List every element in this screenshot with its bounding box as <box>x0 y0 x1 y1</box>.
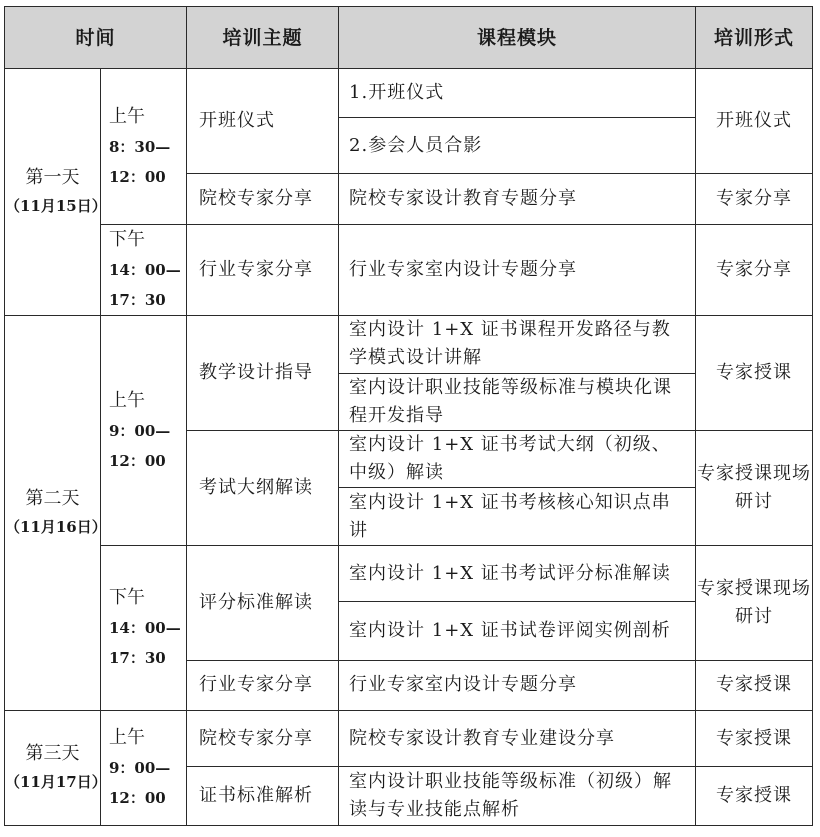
table-row <box>5 316 813 373</box>
topic-cell: 行业专家分享 <box>187 224 339 316</box>
table-row <box>5 711 813 767</box>
module-cell: 室内设计 1+X 证书考核核心知识点串讲 <box>339 488 696 545</box>
module-cell: 室内设计 1+X 证书考试大纲（初级、中级）解读 <box>339 431 696 488</box>
table-row <box>5 224 813 316</box>
module-cell: 室内设计 1+X 证书试卷评阅实例剖析 <box>339 602 696 660</box>
topic-cell: 评分标准解读 <box>187 545 339 660</box>
module-cell: 行业专家室内设计专题分享 <box>339 660 696 710</box>
day-date: （11月17日） <box>5 773 107 792</box>
header-row <box>5 7 813 69</box>
form-cell: 开班仪式 <box>696 69 813 174</box>
topic-cell: 教学设计指导 <box>187 316 339 431</box>
topic-cell: 院校专家分享 <box>187 711 339 767</box>
form-cell: 专家授课 <box>696 316 813 431</box>
table-row <box>5 545 813 601</box>
topic-cell: 考试大纲解读 <box>187 431 339 546</box>
session-period: 下午 <box>109 586 145 608</box>
session-cell <box>101 711 187 826</box>
session-hours: 8：30—12：00 <box>109 137 171 186</box>
module-cell: 2.参会人员合影 <box>339 117 696 173</box>
module-cell: 室内设计 1+X 证书课程开发路径与教学模式设计讲解 <box>339 316 696 373</box>
module-cell: 院校专家设计教育专业建设分享 <box>339 711 696 767</box>
session-period: 上午 <box>109 389 145 411</box>
session-period: 上午 <box>109 105 145 127</box>
module-cell: 行业专家室内设计专题分享 <box>339 224 696 316</box>
module-cell: 院校专家设计教育专题分享 <box>339 174 696 224</box>
session-cell <box>101 224 187 316</box>
training-schedule-table <box>4 6 813 826</box>
day-cell-3 <box>5 711 107 826</box>
topic-cell: 证书标准解析 <box>187 767 339 826</box>
session-cell <box>101 545 187 710</box>
session-cell <box>101 316 187 546</box>
header-form: 培训形式 <box>696 7 813 69</box>
session-hours: 9：00—12：00 <box>109 421 171 470</box>
session-hours: 9：00—12：00 <box>109 759 171 808</box>
day-name: 第三天 <box>25 743 80 765</box>
form-cell: 专家授课 <box>696 767 813 826</box>
header-topic: 培训主题 <box>187 7 339 69</box>
module-cell: 1.开班仪式 <box>339 69 696 117</box>
session-hours: 14：00—17：30 <box>109 260 181 309</box>
module-cell: 室内设计职业技能等级标准（初级）解读与专业技能点解析 <box>339 767 696 826</box>
header-module: 课程模块 <box>339 7 696 69</box>
topic-cell: 院校专家分享 <box>187 174 339 224</box>
session-hours: 14：00—17：30 <box>109 618 181 667</box>
day-name: 第一天 <box>25 167 80 189</box>
form-cell: 专家授课现场研讨 <box>696 545 813 660</box>
form-cell: 专家分享 <box>696 224 813 316</box>
topic-cell: 行业专家分享 <box>187 660 339 710</box>
session-cell <box>101 69 187 224</box>
form-cell: 专家授课 <box>696 660 813 710</box>
topic-cell: 开班仪式 <box>187 69 339 174</box>
day-date: （11月15日） <box>5 197 107 216</box>
form-cell: 专家授课 <box>696 711 813 767</box>
day-cell-1 <box>5 69 107 316</box>
form-cell: 专家授课现场研讨 <box>696 431 813 546</box>
module-cell: 室内设计 1+X 证书考试评分标准解读 <box>339 545 696 601</box>
day-cell-2 <box>5 316 107 711</box>
table-row <box>5 69 813 117</box>
module-cell: 室内设计职业技能等级标准与模块化课程开发指导 <box>339 373 696 430</box>
header-time: 时间 <box>5 7 187 69</box>
session-period: 上午 <box>109 727 145 749</box>
day-name: 第二天 <box>25 488 80 510</box>
day-date: （11月16日） <box>5 518 107 537</box>
form-cell: 专家分享 <box>696 174 813 224</box>
session-period: 下午 <box>109 228 145 250</box>
